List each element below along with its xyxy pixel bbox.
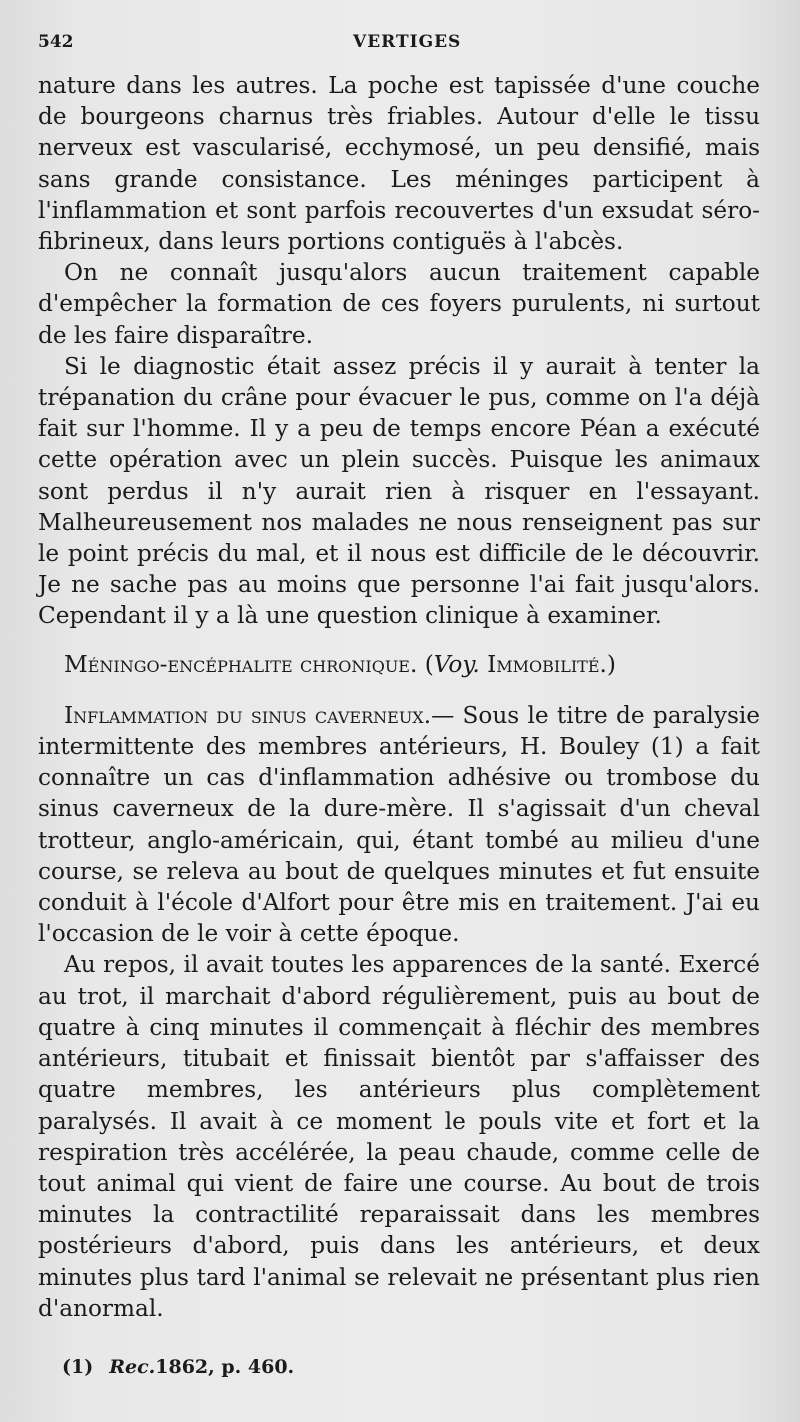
- heading-cross-ref: Immobilité.: [479, 650, 607, 678]
- section-title-sinus: Inflammation du sinus caverneux.: [64, 701, 432, 729]
- paragraph-sinus-caverneux: [38, 700, 760, 950]
- footnote-source: Rec.: [109, 1356, 156, 1378]
- running-head: VERTIGES: [353, 32, 462, 52]
- footnote-detail: 1862, p. 460.: [155, 1356, 295, 1378]
- paragraph-observation: Au repos, il avait toutes les apparences de la santé. Exercé au trot, il marchait d'abord régulièrement, puis au bout de quatre à cinq minutes il commençait à fléchir des membres antérieurs, titubait et finissait bientôt par s'affaisser des quatre membres, les antérieurs plus complètement paralysés. Il avait à ce moment le pouls vite et fort et la respiration très accélérée, la peau chaude, comme celle de tout animal qui vient de faire une course. Au bout de trois minutes la contractilité reparaissait dans les membres postérieurs d'abord, puis dans les antérieurs, et deux minutes plus tard l'animal se relevait ne présentant plus rien d'anormal.: [38, 951, 760, 1322]
- body-text: [38, 70, 760, 1324]
- footnote: [62, 1356, 294, 1378]
- heading-open-paren: (: [417, 650, 434, 678]
- heading-title: Méningo-encéphalite chronique.: [64, 650, 418, 678]
- paragraph-abscess-description: nature dans les autres. La poche est tapissée d'une couche de bourgeons charnus très friables. Autour d'elle le tissu nerveux est vascularisé, ecchymosé, un peu densifié, mais sans grande consistance. Les méninges participent à l'inflammation et sont parfois recouvertes d'un exsudat séro-fibrineux, dans leurs portions contiguës à l'abcès.: [38, 72, 760, 256]
- section-heading-meningo: [38, 649, 760, 680]
- heading-close-paren: ): [606, 650, 616, 678]
- paragraph-treatment: On ne connaît jusqu'alors aucun traitement capable d'empêcher la formation de ces foyers purulents, ni surtout de les faire disparaître.: [38, 259, 760, 349]
- footnote-marker: (1): [62, 1356, 94, 1378]
- paragraph-trepanation: Si le diagnostic était assez précis il y aurait à tenter la trépanation du crâne pour évacuer le pus, comme on l'a déjà fait sur l'homme. Il y a peu de temps encore Péan a exécuté cette opération avec un plein succès. Puisque les animaux sont perdus il n'y aurait rien à risquer en l'essayant. Malheureusement nos malades ne nous renseignent pas sur le point précis du mal, et il nous est difficile de le découvrir. Je ne sache pas au moins que personne l'ai fait jusqu'alors. Cependant il y a là une question clinique à examiner.: [38, 352, 760, 630]
- page-number: 542: [38, 32, 74, 52]
- page-header: [38, 28, 760, 56]
- section-body-sinus: — Sous le titre de paralysie intermittente des membres antérieurs, H. Bouley (1) a fait connaître un cas d'inflammation adhésive ou trombose du sinus caverneux de la dure-mère. Il s'agissait d'un cheval trotteur, anglo-américain, qui, étant tombé au milieu d'une course, se releva au bout de quelques minutes et fut ensuite conduit à l'école d'Alfort pour être mis en traitement. J'ai eu l'occasion de le voir à cette époque.: [38, 701, 760, 948]
- heading-voy: Voy.: [433, 650, 480, 678]
